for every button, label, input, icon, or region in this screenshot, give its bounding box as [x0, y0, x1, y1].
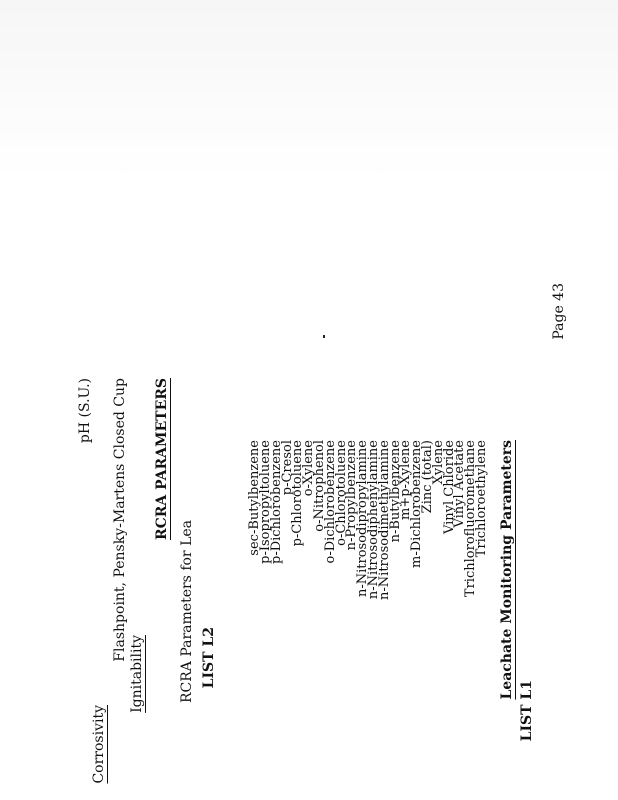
list-item: p-Isopropyltoluene	[258, 440, 273, 564]
page-speck	[323, 335, 325, 338]
list-item: o-Nitrophenol	[312, 440, 327, 532]
list-item: o-Dichlorobenzene	[322, 440, 338, 564]
page-number: Page 43	[551, 283, 567, 340]
list-item: Xylene	[430, 440, 446, 485]
list-item: n-Nitrosodimethylamine	[376, 440, 392, 600]
list-item: Trichlorofluoromethane	[463, 440, 479, 598]
list-l1-heading: Leachate Monitoring Parameters	[499, 440, 515, 700]
ignitability-label: Ignitability	[129, 635, 145, 713]
corrosivity-label: Corrosivity	[91, 705, 107, 784]
list-item: Vinyl Chloride	[441, 440, 457, 535]
list-l1-title: LIST L1	[519, 680, 535, 742]
list-item: p-Chlorotoluene	[290, 440, 306, 547]
list-item: Trichloroethylene	[474, 440, 489, 558]
list-item: p-Dichlorobenzene	[268, 440, 284, 564]
flashpoint-text: Flashpoint, Pensky-Martens Closed Cup	[112, 378, 128, 662]
list-item: Zinc (total)	[420, 440, 435, 514]
list-item: n-Propylbenzene	[344, 440, 360, 551]
list-item: n-Nitrosodiphenylamine	[366, 440, 381, 600]
list-l2-heading: RCRA Parameters for Lea	[179, 520, 195, 704]
list-item: m-Dichlorobenzene	[409, 440, 425, 568]
rcra-parameters-heading: RCRA PARAMETERS	[154, 378, 170, 541]
list-item: Vinyl Acetate	[452, 440, 468, 528]
ph-text: pH (S.U.)	[77, 378, 93, 444]
list-item: p-Cresol	[279, 440, 295, 496]
list-item: n-Nitrosodipropylamine	[355, 440, 371, 598]
list-item: o-Xylene	[301, 440, 317, 497]
list-item: o-Chlorotoluene	[333, 440, 349, 546]
list-l2-title: LIST L2	[201, 627, 217, 689]
page-top-shading	[0, 0, 618, 180]
list-item: sec-Butylbenzene	[247, 440, 263, 556]
list-item: m+p-Xylene	[398, 440, 414, 520]
list-item: n-Butylbenzene	[387, 440, 403, 543]
